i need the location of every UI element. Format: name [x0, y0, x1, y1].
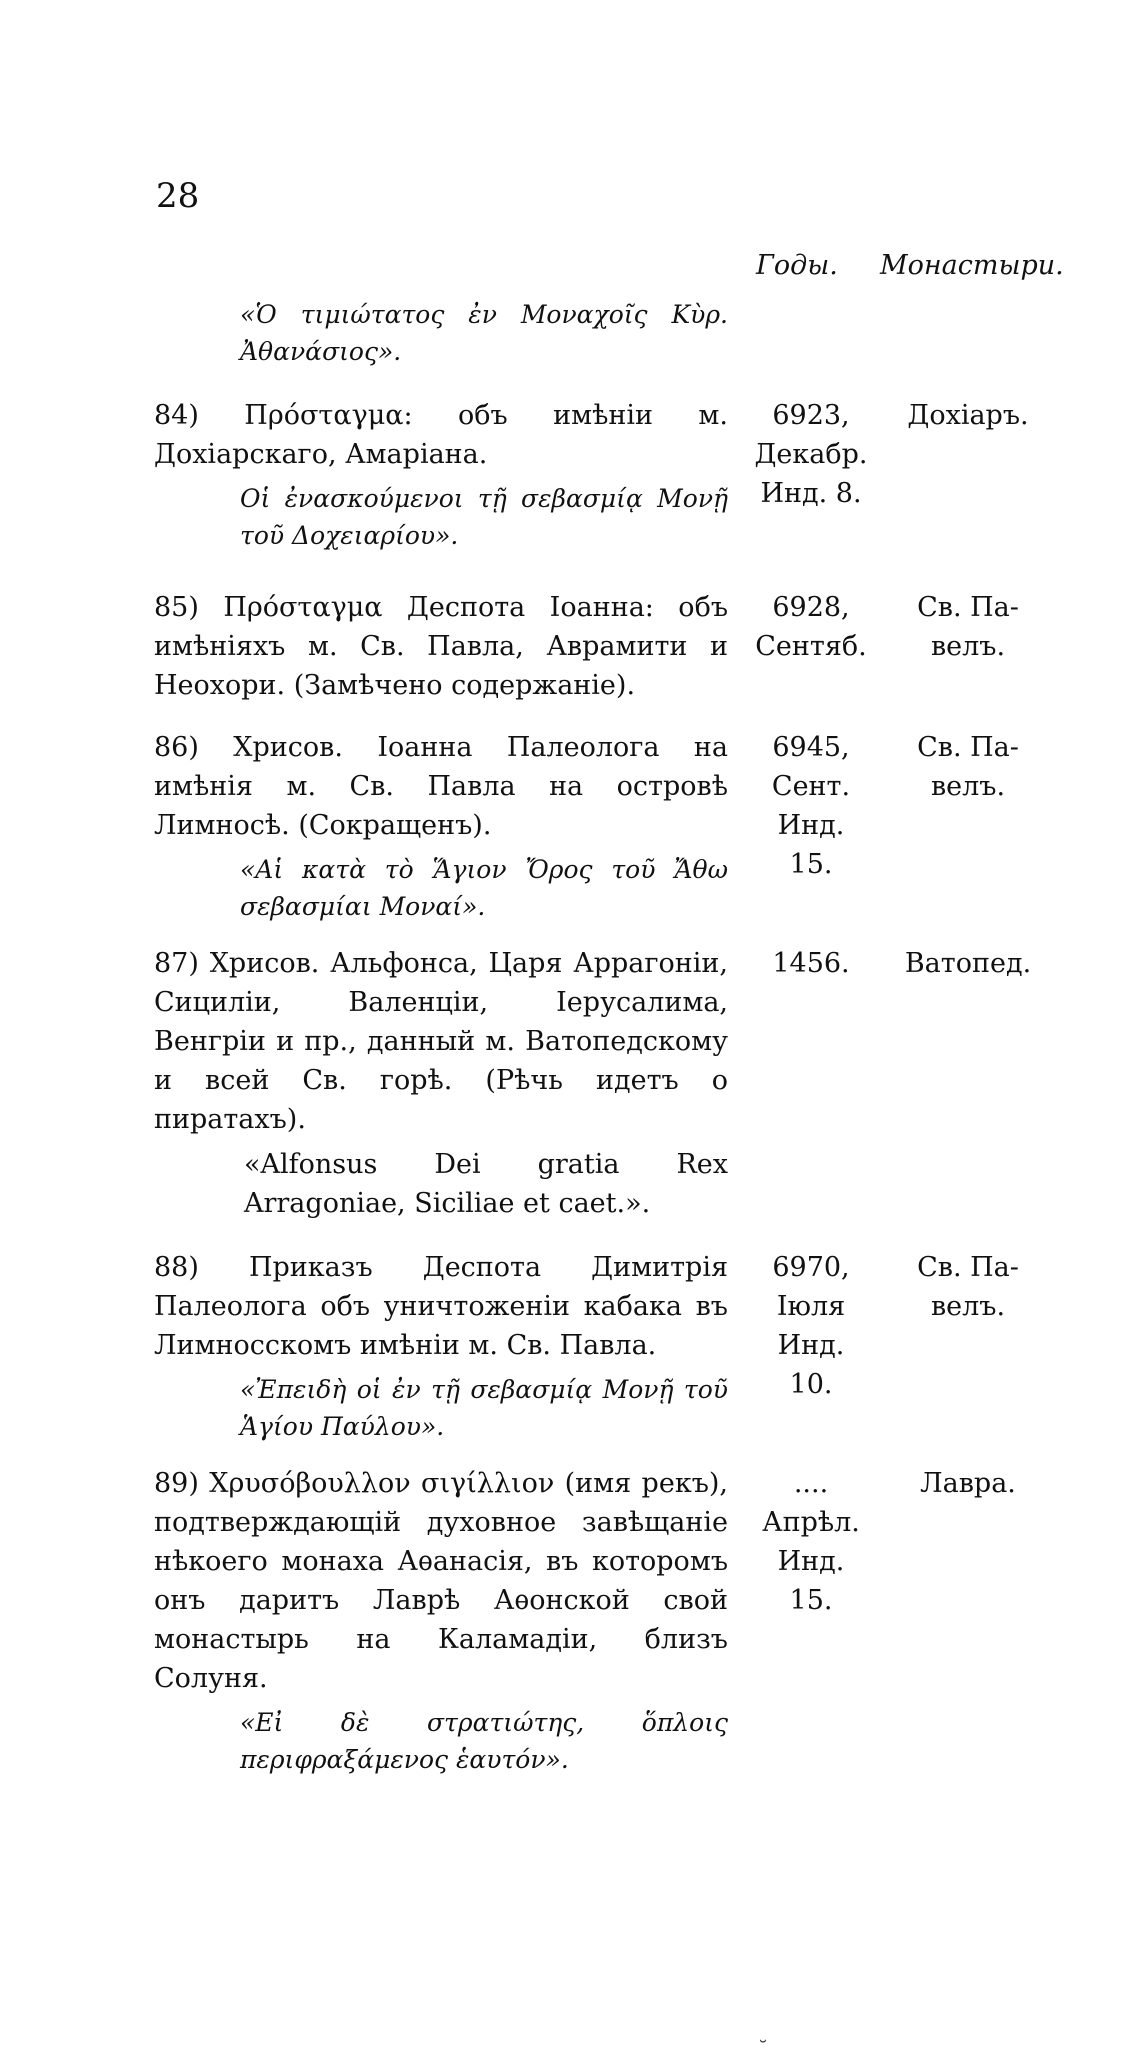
preface-quote: «Ὁ τιμιώτατος ἐν Μοναχοῖς Κὺρ. Ἀθανάσιος». — [240, 300, 728, 366]
year-line: Инд. 15. — [777, 1546, 845, 1616]
entry-quote: «Αἱ κατὰ τὸ Ἅγιον Ὄρος τοῦ Ἄθω σεβασμίαι Μοναί». — [240, 855, 728, 921]
year-line: 6970, — [772, 1252, 850, 1283]
year-line: 6923, — [772, 400, 850, 431]
entry-monastery — [890, 1248, 1046, 1326]
entry-monastery — [890, 588, 1046, 666]
year-line: Іюля — [776, 1291, 846, 1322]
monastery-line: Лавра. — [920, 1468, 1016, 1499]
entry-monastery — [890, 396, 1046, 435]
page-number: 28 — [156, 176, 200, 216]
entry-quote: «Ἐπειδὴ οἱ ἐν τῇ σεβασμίᾳ Μονῇ τοῦ Ἁγίου Παύλου». — [240, 1375, 728, 1441]
year-line: Апрѣл. — [762, 1507, 860, 1538]
year-line: 1456. — [772, 948, 850, 979]
entry-monastery — [890, 728, 1046, 806]
entry-years — [752, 728, 870, 884]
entry-text: 86) Хрисов. Іоанна Палеолога на имѣнія м. Св. Павла на островѣ Лимносѣ. (Сокращенъ). — [154, 732, 728, 841]
entry-years — [752, 1464, 870, 1620]
entry-years — [752, 396, 870, 513]
entry-years — [752, 588, 870, 666]
entry-text: 85) Πρόσταγμα Деспота Іоанна: объ имѣніяхъ м. Св. Павла, Аврамити и Неохори. (Замѣчено содержаніе). — [154, 592, 728, 701]
monastery-line: Св. Па- — [917, 1252, 1019, 1283]
entry-quote: «Εἰ δὲ στρατιώτης, ὅπλοις περιφραξάμενος ἑαυτόν». — [240, 1708, 728, 1774]
entry-text: 88) Приказъ Деспота Димитрія Палеолога объ уничтоженіи кабака въ Лимносскомъ имѣніи м. Св. Павла. — [154, 1252, 728, 1361]
year-line: Инд. 15. — [777, 810, 845, 880]
entry-quote: «Alfonsus Dei gratia Rex Arragoniae, Siciliae et caet.». — [244, 1149, 728, 1219]
year-line: Инд. 8. — [760, 478, 862, 509]
entry-text: 84) Πρόσταγμα: объ имѣніи м. Дохіарскаго, Амаріана. — [154, 400, 728, 470]
entry-monastery — [890, 944, 1046, 983]
year-line: Сент. — [771, 771, 851, 802]
monastery-line: Св. Па- — [917, 592, 1019, 623]
entry-quote: Οἱ ἐνασκούμενοι τῇ σεβασμίᾳ Μονῇ τοῦ Δοχειαρίου». — [240, 484, 728, 550]
monastery-line: Дохіаръ. — [907, 400, 1029, 431]
entry-monastery — [890, 1464, 1046, 1503]
year-line: 6928, — [772, 592, 850, 623]
year-line: Инд. 10. — [777, 1330, 845, 1400]
year-line: 6945, — [772, 732, 850, 763]
entry-text: 89) Χρυσόβουλλον σιγίλλιον (имя рекъ), подтверждающій духовное завѣщаніе нѣкоего монаха Аѳанасія, въ которомъ онъ даритъ Лаврѣ Аѳонской свой монастырь на Каламадіи, близъ Солуня. — [154, 1468, 728, 1694]
print-speck: ˘ — [758, 2036, 768, 2060]
year-line: .... — [793, 1468, 829, 1499]
year-line: Декабр. — [754, 439, 868, 470]
column-header-monasteries: Монастыри. — [880, 250, 1064, 281]
column-header-years: Годы. — [756, 250, 838, 281]
entry-years — [752, 1248, 870, 1404]
monastery-line: Св. Па- — [917, 732, 1019, 763]
entry-years — [752, 944, 870, 983]
entry-text: 87) Хрисов. Альфонса, Царя Аррагоніи, Сициліи, Валенціи, Іерусалима, Венгріи и пр., данный м. Ватопедскому и всей Св. горѣ. (Рѣчь идетъ о пиратахъ). — [154, 948, 728, 1135]
monastery-line: велъ. — [930, 631, 1006, 662]
monastery-line: велъ. — [930, 1291, 1006, 1322]
monastery-line: велъ. — [930, 771, 1006, 802]
monastery-line: Ватопед. — [904, 948, 1032, 979]
year-line: Сентяб. — [755, 631, 867, 662]
